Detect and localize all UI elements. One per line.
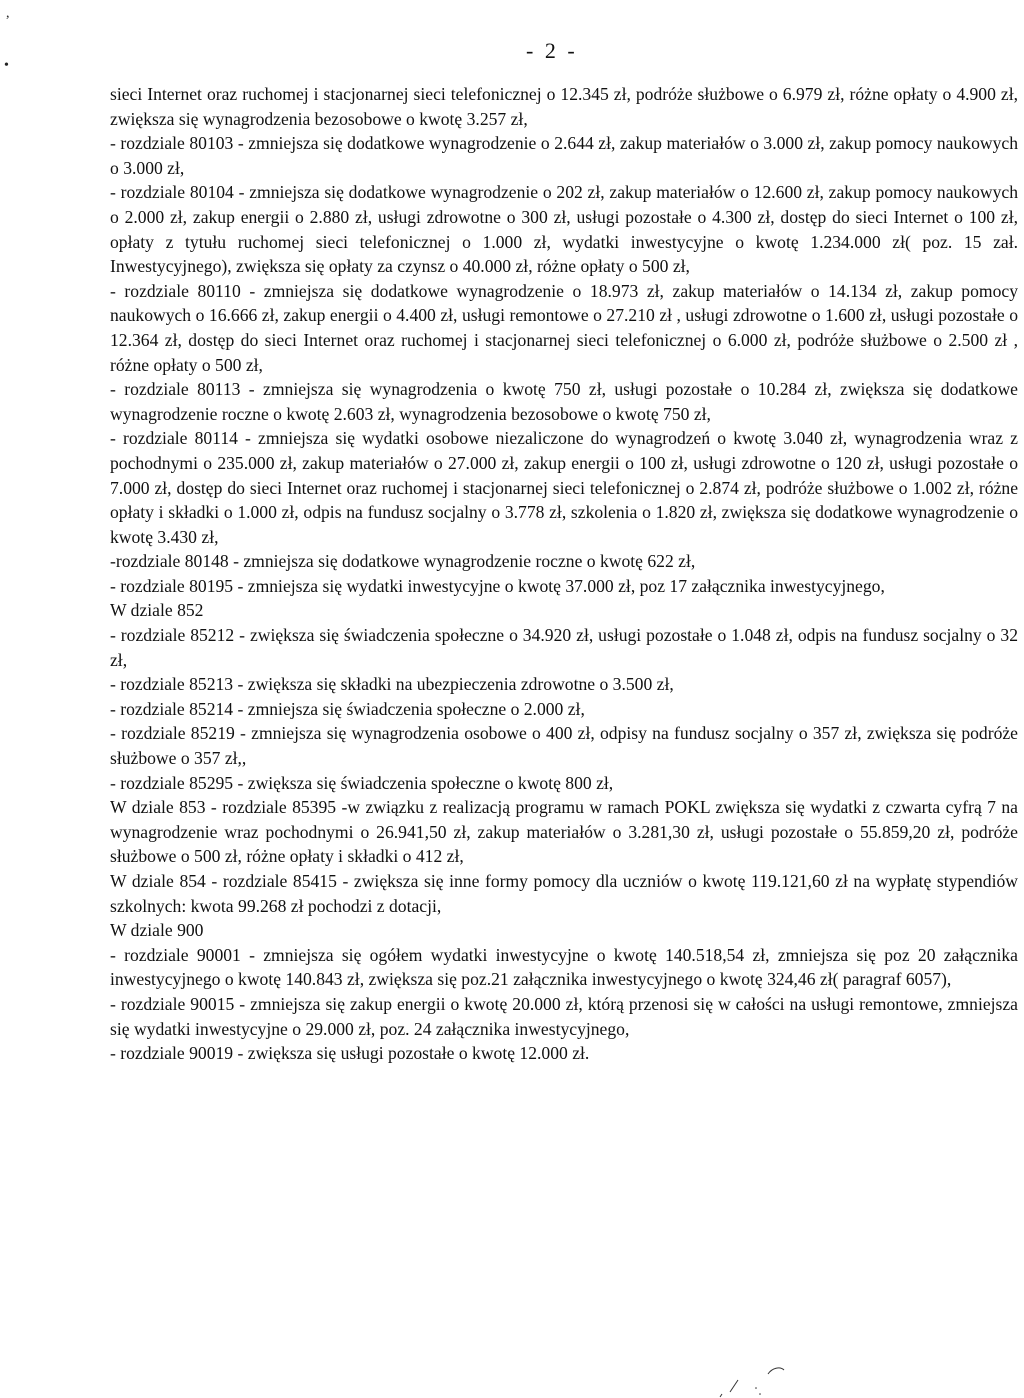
- paragraph: - rozdziale 80114 - zmniejsza się wydatki osobowe niezaliczone do wynagrodzeń o kwotę 3.040 zł, wynagrodzenia wraz z pochodnymi o 235.000 zł, zakup materiałów o 27.000 zł, zakup energii o 100 zł, usługi zdrowotne o 120 zł, usługi pozostałe o 7.000 zł, dostęp do sieci Internet oraz ruchomej i stacjonarnej sieci telefonicznej o 2.874 zł, podróże służbowe o 1.002 zł, różne opłaty i składki o 1.000 zł, odpis na fundusz socjalny o 3.778 zł, szkolenia o 1.820 zł, zwiększa się dodatkowe wynagrodzenie o kwotę 3.430 zł,: [110, 428, 1018, 547]
- paragraph: - rozdziale 90019 - zwiększa się usługi pozostałe o kwotę 12.000 zł.: [110, 1043, 590, 1064]
- paragraph: W dziale 852: [110, 600, 204, 621]
- document-body: [110, 82, 1018, 1066]
- paragraph: - rozdziale 80110 - zmniejsza się dodatkowe wynagrodzenie o 18.973 zł, zakup materiałów o 14.134 zł, zakup pomocy naukowych o 16.666 zł, zakup energii o 4.400 zł, usługi remontowe o 27.210 zł , usługi zdrowotne o 1.600 zł, usługi pozostałe o 12.364 zł, dostęp do sieci Internet oraz ruchomej i stacjonarnej sieci telefonicznej o 6.000 zł, podróże służbowe o 2.500 zł , różne opłaty o 500 zł,: [110, 280, 1018, 375]
- paragraph: W dziale 854 - rozdziale 85415 - zwiększa się inne formy pomocy dla uczniów o kwotę 119.121,60 zł na wypłatę stypendiów szkolnych: kwota 99.268 zł pochodzi z dotacji,: [110, 871, 1018, 916]
- paragraph: W dziale 900: [110, 920, 204, 941]
- paragraph: - rozdziale 85219 - zmniejsza się wynagrodzenia osobowe o 400 zł, odpisy na fundusz socjalny o 357 zł, zwiększa się podróże służbowe o 357 zł,,: [110, 723, 1018, 769]
- paragraph: - rozdziale 80103 - zmniejsza się dodatkowe wynagrodzenie o 2.644 zł, zakup materiałów o 3.000 zł, zakup pomocy naukowych o 3.000 zł,: [110, 133, 1018, 178]
- paragraph: - rozdziale 90015 - zmniejsza się zakup energii o kwotę 20.000 zł, którą przenosi się w całości na usługi remontowe, zmniejsza się wydatki inwestycyjne o 29.000 zł, poz. 24 załącznika inwestycyjnego,: [110, 993, 1018, 1039]
- paragraph: - rozdziale 80104 - zmniejsza się dodatkowe wynagrodzenie o 202 zł, zakup materiałów o 12.600 zł, zakup pomocy naukowych o 2.000 zł, zakup energii o 2.880 zł, usługi zdrowotne o 300 zł, usługi pozostałe o 4.300 zł, dostęp do sieci Internet o 100 zł, opłaty z tytułu ruchomej sieci telefonicznej o 1.000 zł, wydatki inwestycyjne o kwotę 1.234.000 zł( poz. 15 zał. Inwestycyjnego), zwiększa się opłaty za czynsz o 40.000 zł, różne opłaty o 500 zł,: [110, 182, 1018, 277]
- paragraph: sieci Internet oraz ruchomej i stacjonarnej sieci telefonicznej o 12.345 zł, podróże służbowe o 6.979 zł, różne opłaty o 4.900 zł, zwiększa się wynagrodzenia bezosobowe o kwotę 3.257 zł,: [110, 84, 1018, 129]
- page-number: - 2 -: [526, 38, 578, 63]
- scan-mark: •: [4, 58, 9, 73]
- paragraph: - rozdziale 80195 - zmniejsza się wydatki inwestycyjne o kwotę 37.000 zł, poz 17 załącznika inwestycyjnego,: [110, 575, 885, 596]
- paragraph: - rozdziale 85212 - zwiększa się świadczenia społeczne o 34.920 zł, usługi pozostałe o 1.048 zł, odpis na fundusz socjalny o 32 zł,: [110, 625, 1018, 670]
- paragraph: -rozdziale 80148 - zmniejsza się dodatkowe wynagrodzenie roczne o kwotę 622 zł,: [110, 551, 696, 572]
- paragraph: - rozdziale 90001 - zmniejsza się ogółem wydatki inwestycyjne o kwotę 140.518,54 zł, zmniejsza się poz 20 załącznika inwestycyjnego o kwotę 140.843 zł, zwiększa się poz.21 załącznika inwestycyjnego o kwotę 324,46 zł( paragraf 6057),: [110, 944, 1018, 990]
- scan-mark: ,: [6, 6, 10, 21]
- handwritten-mark: [700, 1360, 800, 1398]
- paragraph: - rozdziale 85214 - zmniejsza się świadczenia społeczne o 2.000 zł,: [110, 698, 585, 719]
- paragraph: - rozdziale 85295 - zwiększa się świadczenia społeczne o kwotę 800 zł,: [110, 772, 614, 793]
- paragraph: W dziale 853 - rozdziale 85395 -w związku z realizacją programu w ramach POKL zwiększa się wydatki z czwarta cyfrą 7 na wynagrodzenie wraz pochodnymi o 26.941,50 zł, zakup materiałów o 3.281,30 zł, usługi pozostałe o 55.859,20 zł, podróże służbowe o 500 zł, różne opłaty i składki o 412 zł,: [110, 797, 1018, 867]
- paragraph: - rozdziale 80113 - zmniejsza się wynagrodzenia o kwotę 750 zł, usługi pozostałe o 10.284 zł, zwiększa się dodatkowe wynagrodzenie roczne o kwotę 2.603 zł, wynagrodzenia bezosobowe o kwotę 750 zł,: [110, 379, 1018, 424]
- paragraph: - rozdziale 85213 - zwiększa się składki na ubezpieczenia zdrowotne o 3.500 zł,: [110, 674, 674, 695]
